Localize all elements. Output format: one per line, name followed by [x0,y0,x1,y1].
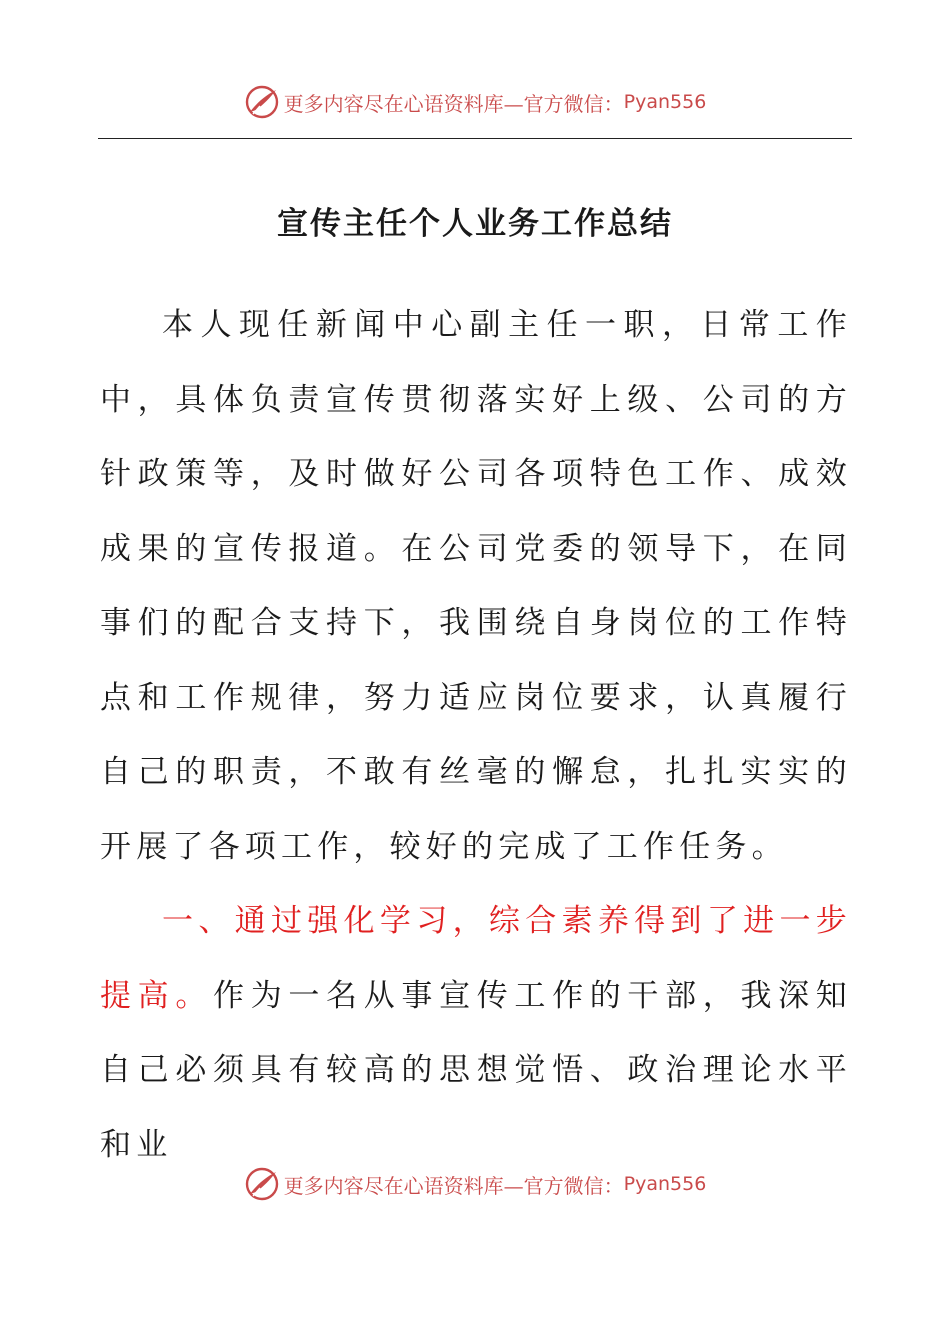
header-divider [98,138,852,139]
section-1-text: 作为一名从事宣传工作的干部，我深知自己必须具有较高的思想觉悟、政治理论水平和业 [100,977,852,1163]
footer-banner [0,1162,950,1206]
banner-text: 更多内容尽在心语资料库—官方微信： [283,1173,624,1198]
paragraph-intro: 本人现任新闻中心副主任一职，日常工作中，具体负责宣传贯彻落实好上级、公司的方针政策等，及时做好公司各项特色工作、成效成果的宣传报道。在公司党委的领导下，在同事们的配合支持下，我围绕自身岗位的工作特点和工作规律，努力适应岗位要求，认真履行自己的职责，不敢有丝毫的懈怠，扎扎实实的开展了各项工作，较好的完成了工作任务。 [100,307,852,865]
paragraph-section-1 [100,884,852,1182]
document-title: 宣传主任个人业务工作总结 [277,206,673,242]
quill-logo-icon [244,84,280,120]
document-body [100,288,852,1182]
banner-wechat-id: Pyan556 [623,91,707,113]
banner-wechat-id: Pyan556 [623,1173,707,1195]
quill-logo-icon [244,1166,280,1202]
header-banner [0,80,950,124]
banner-text: 更多内容尽在心语资料库—官方微信： [283,91,624,116]
section-1-heading: 一、通过强化学习，综合素养得到了进一步提高。 [100,903,852,1014]
